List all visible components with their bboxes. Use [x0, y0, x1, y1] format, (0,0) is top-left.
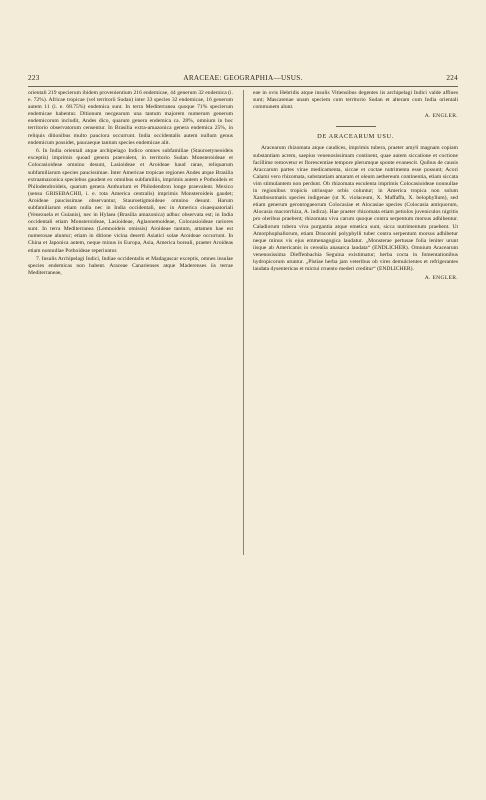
paragraph: 7. Insulis Archipelagi Indici, Indiae occidentalis et Madagascar exceptis, omnes insulae species endemicas non habent. Araceae Canarienses atque Maderenses iis terrae Mediterraneae,	[28, 256, 233, 277]
page-number-right: 224	[446, 74, 458, 82]
section-rule	[336, 126, 376, 127]
author-signature: A. ENGLER.	[424, 275, 458, 282]
right-column	[253, 90, 458, 288]
column-divider	[243, 90, 244, 555]
paragraph: eae in ovis Hebridis atque insulis Vitiensibus degentes iis archipelagi Indici valde affines sunt; Mascarenae unam speciem cum territorio Sudan et alteram cum India orientali communem alunt.	[253, 90, 458, 111]
header-rule	[28, 86, 458, 87]
paragraph: 6. In India orientali atque archipelago Indico omnes subfamiliae (Stauroetyneoideis exceptis) imprimis quoad genera praevalent, in territorio Sudan Monsteroideae et Colocasioideae omnino desunt, Lasioideae et Aroideae haud rarae, reliquarum subfamiliarum species paucissimae. Inter Americae tropicae regiones Andes atque Brasilia extraamazonica speciebus gaudent ex omnibus subfamiliis, imprimis autem e Pothoideis et Philodendroideis, quarum genera Anthurium et Philodendron longe praevalent. Mexico (sensu GRISEBACHII, i. e. tota America centralis) imprimis Monsteroideis gaudet; Aroideae paucissimae observantur, Stauroetigmoideae omnino desunt. Harum subfamiliarum etiam nulla nec in India occidentali, nec in America cisaequatoriali (Venezuela et Guianis), nec in Hylaea (Brasilia amazonica) adhuc observata est; in India occidentali etiam Monsteroideae, Lasioideae, Aglaonemoideae, Colocasioideae rariores sunt. In terra Mediterranea (Lemnoideis omissis) Aroideae tantum, attamen hae est numerosae aluntur; etiam in ditione vicina deserti Asiatici solae Aroideae occurrunt. In China et Japonica autem, neque minus in Europa, Asia, America boreali, praeter Aroideas etiam nonnullae Pothoideae reperiuntur.	[28, 148, 233, 254]
paragraph: orientali 219 specierum ibidem provenientium 216 endemicae, 44 generum 32 endemica (i. e. 72%). Africae tropicae (vel territorii Sudan) inter 33 species 32 endemicae, 16 generum autem 11 (i. e. 68.75%) endemica sunt. In terra Mediterranea quoque 71% specierum endemicae habentur. Ditionum necgearum una tantum majorem numerum generum endemicorum includit, Andes dico, quarum genera endemica ca. 28%, omnium in hoc territorio observatorum censentur. In Brasilia extra-amazonica genera endemica 25%, in reliquis ditionibus multo pauciora occurrunt. India occidentalis autem nullum genus endemicum possidet, paucaeque tantum species endemicae alit.	[28, 90, 233, 146]
paragraph: Aracearum rhizomata atque caudices, imprimis tubera, praeter amyli magnam copiam substantiam acrem, saepius venenosissimam continent, quae autem siccatione et coctione facillime removetur et florescentiae tempore plerumque sponte evanescit. Quibus de causis Araccarum partes virae medicamenta, siccae et coctae nutrimenta esse possunt; Acori Calami vero rhizomata, substantiam amaram et oleum aethereum continentia, etiam siccata vim stimulantem non perdunt. Ob rhizomata esculenta imprimis Colocasioideae nonnullae in regionibus tropicis utriusque orbis coluntur; in America tropica non solum Xanthosomatis species indigenae (ut X. violaceum, X. Maffaffa, X. belophyllum), sed etiam generum gerontogaeorum Colocasiae et Alocasiae species (Colocasia antiquorum, Alocasia macrorrhiza, A. indica). Hae praeter rhizomata etiam petiolos juveniculos nigritis pro oleribus praebent; rhizomata viva carum quoque contra serpentum morsus adhibentur. Caladiorum tubera viva purgantia atque emetica sunt, sicca nutrimentum praebent. Ut Amorphophallorum, etiam Draconiti polyphylli tuber contra serpentum morsus adhibetur neque minus vis ejus emmenagogica laudatur. „Monsterae pertusae folia leniter urunt iisque ab Americanis in cerealia anasarca laudata“ (ENDLICHER). Omnium Aracearum venenosissima Dieffenbachia Seguina existimatur; herba cocta in fomentationibus hydropicorum utuntur. „Pistiae herba jam veteribus ob vires demulcientes et refrigerantes laudata dysentericas et mictui cruento mederi creditur“ (ENDLICHER).	[253, 145, 458, 273]
running-title: ARACEAE: GEOGRAPHIA—USUS.	[183, 74, 303, 82]
left-column	[28, 90, 233, 279]
author-signature: A. ENGLER.	[424, 113, 458, 120]
page-number-left: 223	[28, 74, 40, 82]
section-title: DE ARACEARUM USU.	[317, 133, 394, 141]
page-header	[28, 74, 458, 84]
